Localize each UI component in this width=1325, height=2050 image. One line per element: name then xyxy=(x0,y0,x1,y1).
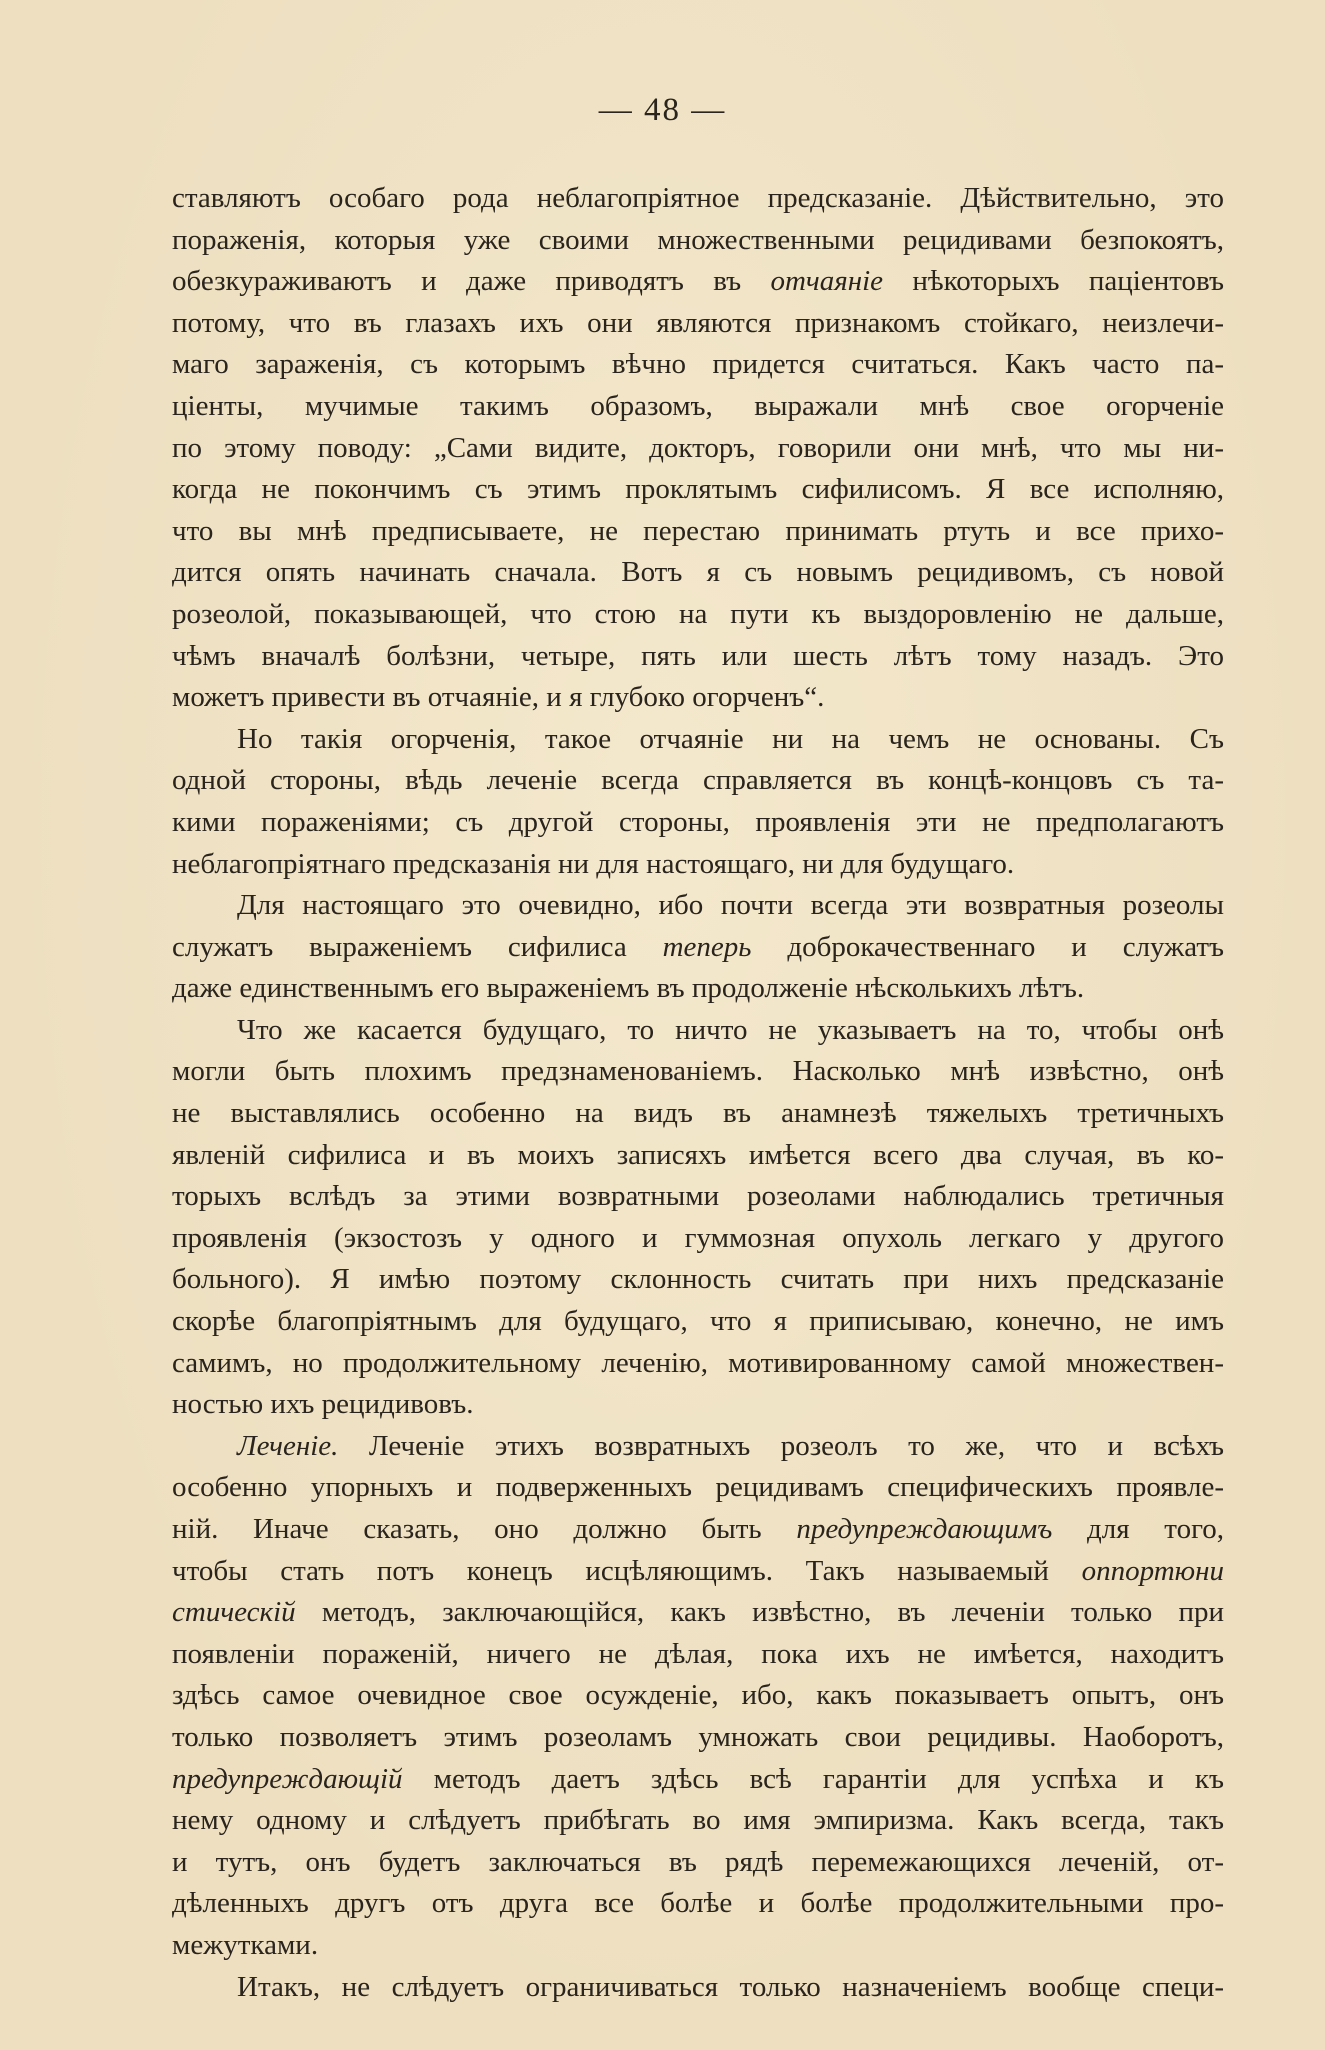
text-line: потому, что въ глазахъ ихъ они являются признакомъ стойкаго, неизлечи- xyxy=(172,306,1224,339)
text-line xyxy=(172,1426,1224,1468)
text-line: кими пораженіями; съ другой стороны, проявленія эти не предполагаютъ xyxy=(172,805,1224,838)
text-line: Итакъ, не слѣдуетъ ограничиваться только назначеніемъ вообще специ- xyxy=(237,1970,1224,2003)
italic-emphasis: предупреждающимъ xyxy=(796,1513,1053,1545)
text-segment: чтобы стать потъ конецъ исцѣляющимъ. Такъ называемый xyxy=(172,1554,1082,1587)
text-line: маго зараженія, съ которымъ вѣчно придется считаться. Какъ часто па- xyxy=(172,348,1224,381)
text-line: не выставлялись особенно на видъ въ анамнезѣ тяжелыхъ третичныхъ xyxy=(172,1097,1224,1130)
italic-emphasis: теперь xyxy=(662,930,752,963)
page-number: — 48 — xyxy=(598,92,727,128)
text-line: явленій сифилиса и въ моихъ записяхъ имѣется всего два случая, въ ко- xyxy=(172,1138,1224,1171)
text-line: пораженія, которыя уже своими множественными рецидивами безпокоятъ, xyxy=(172,223,1224,256)
text-line: дѣленныхъ другъ отъ друга все болѣе и болѣе продолжительными про- xyxy=(172,1887,1224,1920)
text-line: скорѣе благопріятнымъ для будущаго, что я приписываю, конечно, не имъ xyxy=(172,1305,1224,1338)
italic-emphasis: стическій xyxy=(172,1596,296,1629)
text-line: розеолой, показывающей, что стою на пути къ выздоровленію не дальше, xyxy=(172,597,1224,630)
italic-emphasis: оппортюни xyxy=(1081,1554,1224,1587)
text-line: по этому поводу: „Сами видите, докторъ, говорили они мнѣ, что мы ни- xyxy=(172,431,1224,464)
text-line: появленіи пораженій, ничего не дѣлая, пока ихъ не имѣется, находитъ xyxy=(172,1637,1224,1670)
text-line: нему одному и слѣдуетъ прибѣгать во имя эмпиризма. Какъ всегда, такъ xyxy=(172,1804,1224,1837)
text-line xyxy=(172,927,1224,969)
text-line: Для настоящаго это очевидно, ибо почти всегда эти возвратныя розеолы xyxy=(237,889,1224,922)
text-line: одной стороны, вѣдь леченіе всегда справляется въ концѣ-концовъ съ та- xyxy=(172,764,1224,797)
text-segment: служатъ выраженіемъ сифилиса xyxy=(172,930,663,963)
text-line: даже единственнымъ его выраженіемъ въ продолженіе нѣсколькихъ лѣтъ. xyxy=(172,972,1085,1005)
text-line: чѣмъ вначалѣ болѣзни, четыре, пять или шесть лѣтъ тому назадъ. Это xyxy=(172,639,1224,672)
text-segment: методъ даетъ здѣсь всѣ гарантіи для успѣха и къ xyxy=(402,1762,1224,1795)
text-line: могли быть плохимъ предзнаменованіемъ. Насколько мнѣ извѣстно, онѣ xyxy=(172,1055,1224,1088)
text-segment: доброкачественнаго и служатъ xyxy=(751,930,1224,963)
text-segment: методъ, заключающійся, какъ извѣстно, въ леченіи только при xyxy=(295,1596,1224,1629)
text-line xyxy=(172,1509,1224,1551)
text-segment: нѣкоторыхъ пацiентовъ xyxy=(883,265,1224,298)
text-line xyxy=(172,261,1224,303)
text-line: межутками. xyxy=(172,1928,319,1961)
text-line: что вы мнѣ предписываете, не перестаю принимать ртуть и все прихо- xyxy=(172,514,1224,547)
text-line: проявленія (экзостозъ у одного и гуммозная опухоль легкаго у другого xyxy=(172,1221,1224,1254)
text-line: самимъ, но продолжительному леченію, мотивированному самой множествен- xyxy=(172,1346,1224,1379)
text-line: можетъ привести въ отчаяніе, и я глубоко огорченъ“. xyxy=(172,681,825,714)
body-text xyxy=(172,178,1224,2008)
text-line: когда не покончимъ съ этимъ проклятымъ сифилисомъ. Я все исполняю, xyxy=(172,473,1224,506)
text-line: торыхъ вслѣдъ за этими возвратными розеолами наблюдались третичныя xyxy=(172,1180,1224,1213)
text-line xyxy=(172,1592,1224,1634)
text-line: Что же касается будущаго, то ничто не указываетъ на то, чтобы онѣ xyxy=(237,1013,1224,1046)
text-line: дится опять начинать сначала. Вотъ я съ новымъ рецидивомъ, съ новой xyxy=(172,556,1224,589)
text-line: больного). Я имѣю поэтому склонность считать при нихъ предсказаніе xyxy=(172,1263,1224,1296)
text-segment: обезкураживаютъ и даже приводятъ въ xyxy=(172,265,771,298)
text-line: неблагопріятнаго предсказанія ни для настоящаго, ни для будущаго. xyxy=(172,847,1015,880)
italic-emphasis: предупреждающій xyxy=(172,1762,403,1795)
text-segment: для того, xyxy=(1052,1513,1225,1545)
text-line: ставляютъ особаго рода неблагопріятное предсказаніе. Дѣйствительно, это xyxy=(172,182,1224,214)
text-line: здѣсь самое очевидное свое осужденіе, ибо, какъ показываетъ опытъ, онъ xyxy=(172,1679,1224,1712)
text-line: только позволяетъ этимъ розеоламъ умножать свои рецидивы. Наоборотъ, xyxy=(172,1720,1224,1753)
text-line xyxy=(172,1551,1224,1593)
text-line: Но такія огорченія, такое отчаяніе ни на чемъ не основаны. Съ xyxy=(237,722,1224,755)
italic-emphasis: Леченіе. xyxy=(237,1429,339,1462)
text-line: и тутъ, онъ будетъ заключаться въ рядѣ перемежающихся леченій, от- xyxy=(172,1845,1224,1878)
text-line xyxy=(172,1759,1224,1801)
text-line: ціенты, мучимые такимъ образомъ, выражали мнѣ свое огорченіе xyxy=(172,389,1224,422)
text-segment: ній. Иначе сказать, оно должно быть xyxy=(172,1513,797,1545)
text-line: особенно упорныхъ и подверженныхъ рецидивамъ специфическихъ проявле- xyxy=(172,1471,1224,1504)
text-segment: Леченіе этихъ возвратныхъ розеолъ то же, что и всѣхъ xyxy=(338,1429,1224,1462)
text-line: ностью ихъ рецидивовъ. xyxy=(172,1388,474,1421)
italic-emphasis: отчаяніе xyxy=(770,265,884,298)
